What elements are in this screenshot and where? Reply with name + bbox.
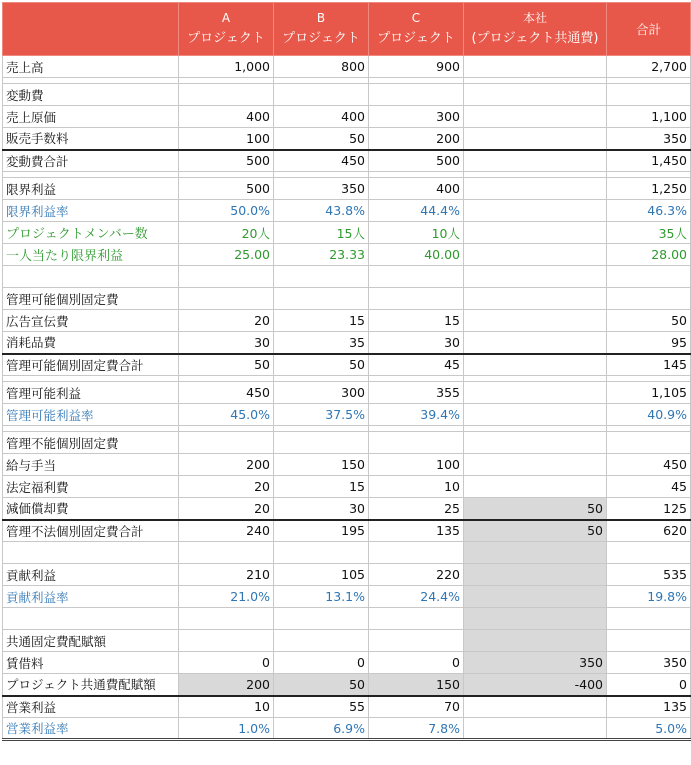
- cell-total[interactable]: 0: [607, 674, 691, 696]
- cell-total[interactable]: 5.0%: [607, 718, 691, 740]
- cell-c[interactable]: 45: [369, 354, 464, 376]
- row-contribution-profit-rate: [3, 586, 691, 608]
- cell-hq[interactable]: [464, 476, 607, 498]
- cell-hq[interactable]: [464, 354, 607, 376]
- cell-c[interactable]: 15: [369, 310, 464, 332]
- empty-row: [3, 608, 691, 630]
- cell-total[interactable]: 19.8%: [607, 586, 691, 608]
- cell-b[interactable]: 37.5%: [274, 404, 369, 426]
- row-label[interactable]: 賃借料: [3, 652, 179, 674]
- cell-b[interactable]: 150: [274, 454, 369, 476]
- cell-hq[interactable]: 50: [464, 520, 607, 542]
- header-project-a[interactable]: A プロジェクト: [179, 3, 274, 56]
- cell-b[interactable]: 0: [274, 652, 369, 674]
- cell-hq[interactable]: [464, 586, 607, 608]
- cell-hq[interactable]: [464, 718, 607, 740]
- cell-hq[interactable]: -400: [464, 674, 607, 696]
- cell-b[interactable]: 6.9%: [274, 718, 369, 740]
- cell-a[interactable]: 20: [179, 498, 274, 520]
- cell-a[interactable]: 450: [179, 382, 274, 404]
- cell-hq[interactable]: [464, 432, 607, 454]
- cell-hq[interactable]: [464, 696, 607, 718]
- row-controllable-fixed-cost-heading: [3, 288, 691, 310]
- cell-hq[interactable]: [464, 56, 607, 78]
- cell-hq[interactable]: [464, 382, 607, 404]
- cell-hq[interactable]: [464, 310, 607, 332]
- row-uncontrollable-fixed-cost-total: [3, 520, 691, 542]
- cell-c[interactable]: 24.4%: [369, 586, 464, 608]
- cell-hq[interactable]: [464, 106, 607, 128]
- row-label[interactable]: 法定福利費: [3, 476, 179, 498]
- row-label[interactable]: 管理不能個別固定費: [3, 432, 179, 454]
- cell-a[interactable]: 45.0%: [179, 404, 274, 426]
- cell-c[interactable]: 44.4%: [369, 200, 464, 222]
- row-label[interactable]: 限界利益: [3, 178, 179, 200]
- row-marginal-profit: [3, 178, 691, 200]
- row-label[interactable]: 一人当たり限界利益: [3, 244, 179, 266]
- cell-c[interactable]: 25: [369, 498, 464, 520]
- cell-hq[interactable]: [464, 564, 607, 586]
- cell-total[interactable]: 450: [607, 454, 691, 476]
- row-label[interactable]: 給与手当: [3, 454, 179, 476]
- row-cost-of-sales: [3, 106, 691, 128]
- row-common-cost-allocation: [3, 674, 691, 696]
- header-row: [3, 3, 691, 56]
- cell-total[interactable]: [607, 288, 691, 310]
- cell-b[interactable]: 300: [274, 382, 369, 404]
- row-label[interactable]: 変動費: [3, 84, 179, 106]
- row-sales: [3, 56, 691, 78]
- cell-b[interactable]: 30: [274, 498, 369, 520]
- cell-b[interactable]: 43.8%: [274, 200, 369, 222]
- cell-hq[interactable]: 350: [464, 652, 607, 674]
- row-welfare: [3, 476, 691, 498]
- cell-b[interactable]: 15: [274, 310, 369, 332]
- cell-hq[interactable]: [464, 178, 607, 200]
- empty-row: [3, 542, 691, 564]
- row-variable-cost-heading: [3, 84, 691, 106]
- cell-hq[interactable]: [464, 200, 607, 222]
- cell-hq[interactable]: [464, 630, 607, 652]
- row-label[interactable]: 共通固定費配賦額: [3, 630, 179, 652]
- cell-b[interactable]: 15人: [274, 222, 369, 244]
- row-operating-profit: [3, 696, 691, 718]
- cell-b[interactable]: [274, 288, 369, 310]
- row-marginal-profit-per-member: [3, 244, 691, 266]
- cell-total[interactable]: 620: [607, 520, 691, 542]
- cell-c[interactable]: 150: [369, 674, 464, 696]
- cell-c[interactable]: 900: [369, 56, 464, 78]
- row-sales-commission: [3, 128, 691, 150]
- cell-total[interactable]: 35人: [607, 222, 691, 244]
- cell-b[interactable]: 35: [274, 332, 369, 354]
- cell-c[interactable]: 7.8%: [369, 718, 464, 740]
- cell-a[interactable]: 10: [179, 696, 274, 718]
- profit-loss-table: [2, 2, 691, 741]
- cell-total[interactable]: 135: [607, 696, 691, 718]
- cell-a[interactable]: 240: [179, 520, 274, 542]
- cell-total[interactable]: 40.9%: [607, 404, 691, 426]
- cell-a[interactable]: 200: [179, 454, 274, 476]
- cell-a[interactable]: [179, 84, 274, 106]
- cell-a[interactable]: [179, 630, 274, 652]
- cell-total[interactable]: 1,100: [607, 106, 691, 128]
- row-supplies: [3, 332, 691, 354]
- row-label[interactable]: 管理可能個別固定費合計: [3, 354, 179, 376]
- cell-a[interactable]: 1,000: [179, 56, 274, 78]
- row-controllable-profit-rate: [3, 404, 691, 426]
- cell-b[interactable]: 13.1%: [274, 586, 369, 608]
- row-label[interactable]: 販売手数料: [3, 128, 179, 150]
- cell-hq[interactable]: [464, 404, 607, 426]
- row-variable-cost-total: [3, 150, 691, 172]
- row-label[interactable]: 減価償却費: [3, 498, 179, 520]
- row-label[interactable]: 管理可能利益: [3, 382, 179, 404]
- cell-a[interactable]: 1.0%: [179, 718, 274, 740]
- cell-total[interactable]: 350: [607, 652, 691, 674]
- cell-total[interactable]: 125: [607, 498, 691, 520]
- cell-a[interactable]: [179, 432, 274, 454]
- row-label[interactable]: 変動費合計: [3, 150, 179, 172]
- row-label[interactable]: 広告宣伝費: [3, 310, 179, 332]
- row-label[interactable]: プロジェクトメンバー数: [3, 222, 179, 244]
- row-rent: [3, 652, 691, 674]
- cell-hq[interactable]: [464, 150, 607, 172]
- header-hq-common[interactable]: 本社 (プロジェクト共通費): [464, 3, 607, 56]
- cell-b[interactable]: 50: [274, 128, 369, 150]
- cell-a[interactable]: 0: [179, 652, 274, 674]
- cell-c[interactable]: 355: [369, 382, 464, 404]
- cell-hq[interactable]: [464, 244, 607, 266]
- cell-c[interactable]: 30: [369, 332, 464, 354]
- cell-c[interactable]: 40.00: [369, 244, 464, 266]
- cell-c[interactable]: 200: [369, 128, 464, 150]
- header-project-b[interactable]: B プロジェクト: [274, 3, 369, 56]
- cell-total[interactable]: 535: [607, 564, 691, 586]
- cell-a[interactable]: 30: [179, 332, 274, 354]
- row-label[interactable]: 限界利益率: [3, 200, 179, 222]
- row-advertising: [3, 310, 691, 332]
- row-operating-profit-rate: [3, 718, 691, 740]
- cell-c[interactable]: [369, 630, 464, 652]
- cell-c[interactable]: 100: [369, 454, 464, 476]
- cell-b[interactable]: 50: [274, 354, 369, 376]
- cell-a[interactable]: 50.0%: [179, 200, 274, 222]
- cell-b[interactable]: 400: [274, 106, 369, 128]
- row-label[interactable]: 貢献利益率: [3, 586, 179, 608]
- row-label[interactable]: 管理可能個別固定費: [3, 288, 179, 310]
- cell-b[interactable]: 50: [274, 674, 369, 696]
- row-label[interactable]: 消耗品費: [3, 332, 179, 354]
- cell-b[interactable]: 105: [274, 564, 369, 586]
- cell-c[interactable]: [369, 432, 464, 454]
- row-label[interactable]: 売上高: [3, 56, 179, 78]
- row-salaries: [3, 454, 691, 476]
- cell-c[interactable]: 10: [369, 476, 464, 498]
- cell-b[interactable]: [274, 630, 369, 652]
- cell-b[interactable]: 450: [274, 150, 369, 172]
- cell-total[interactable]: 1,450: [607, 150, 691, 172]
- cell-total[interactable]: 28.00: [607, 244, 691, 266]
- cell-hq[interactable]: [464, 128, 607, 150]
- row-common-fixed-cost-heading: [3, 630, 691, 652]
- cell-total[interactable]: 46.3%: [607, 200, 691, 222]
- cell-a[interactable]: 210: [179, 564, 274, 586]
- cell-total[interactable]: [607, 84, 691, 106]
- cell-b[interactable]: 350: [274, 178, 369, 200]
- cell-b[interactable]: 23.33: [274, 244, 369, 266]
- empty-row: [3, 266, 691, 288]
- cell-a[interactable]: 500: [179, 150, 274, 172]
- row-label[interactable]: 売上原価: [3, 106, 179, 128]
- cell-c[interactable]: 39.4%: [369, 404, 464, 426]
- header-total[interactable]: 合計: [607, 3, 691, 56]
- cell-hq[interactable]: [464, 222, 607, 244]
- cell-hq[interactable]: [464, 288, 607, 310]
- header-project-c[interactable]: C プロジェクト: [369, 3, 464, 56]
- cell-c[interactable]: 500: [369, 150, 464, 172]
- cell-a[interactable]: 20: [179, 476, 274, 498]
- row-marginal-profit-rate: [3, 200, 691, 222]
- row-label[interactable]: 営業利益: [3, 696, 179, 718]
- row-controllable-profit: [3, 382, 691, 404]
- cell-b[interactable]: 195: [274, 520, 369, 542]
- row-contribution-profit: [3, 564, 691, 586]
- cell-hq[interactable]: 50: [464, 498, 607, 520]
- cell-a[interactable]: 400: [179, 106, 274, 128]
- cell-hq[interactable]: [464, 332, 607, 354]
- cell-b[interactable]: [274, 84, 369, 106]
- cell-c[interactable]: 10人: [369, 222, 464, 244]
- cell-total[interactable]: [607, 630, 691, 652]
- row-uncontrollable-fixed-cost-heading: [3, 432, 691, 454]
- cell-c[interactable]: 70: [369, 696, 464, 718]
- row-label[interactable]: 管理可能利益率: [3, 404, 179, 426]
- cell-c[interactable]: [369, 84, 464, 106]
- cell-c[interactable]: [369, 288, 464, 310]
- cell-b[interactable]: 55: [274, 696, 369, 718]
- row-label[interactable]: 営業利益率: [3, 718, 179, 740]
- cell-total[interactable]: 1,250: [607, 178, 691, 200]
- header-corner-cell[interactable]: [3, 3, 179, 56]
- cell-c[interactable]: 220: [369, 564, 464, 586]
- row-label[interactable]: 管理不法個別固定費合計: [3, 520, 179, 542]
- cell-total[interactable]: 2,700: [607, 56, 691, 78]
- row-controllable-fixed-cost-total: [3, 354, 691, 376]
- cell-c[interactable]: 135: [369, 520, 464, 542]
- cell-a[interactable]: 25.00: [179, 244, 274, 266]
- cell-hq[interactable]: [464, 84, 607, 106]
- cell-a[interactable]: 50: [179, 354, 274, 376]
- cell-c[interactable]: 300: [369, 106, 464, 128]
- cell-b[interactable]: 800: [274, 56, 369, 78]
- cell-hq[interactable]: [464, 454, 607, 476]
- cell-a[interactable]: 500: [179, 178, 274, 200]
- cell-total[interactable]: 95: [607, 332, 691, 354]
- cell-a[interactable]: 21.0%: [179, 586, 274, 608]
- cell-a[interactable]: 20: [179, 310, 274, 332]
- cell-a[interactable]: 100: [179, 128, 274, 150]
- row-depreciation: [3, 498, 691, 520]
- row-project-members: [3, 222, 691, 244]
- cell-a[interactable]: 200: [179, 674, 274, 696]
- cell-total[interactable]: [607, 432, 691, 454]
- cell-total[interactable]: 1,105: [607, 382, 691, 404]
- cell-total[interactable]: 50: [607, 310, 691, 332]
- cell-a[interactable]: [179, 288, 274, 310]
- cell-a[interactable]: 20人: [179, 222, 274, 244]
- row-label[interactable]: 貢献利益: [3, 564, 179, 586]
- cell-b[interactable]: 15: [274, 476, 369, 498]
- cell-total[interactable]: 45: [607, 476, 691, 498]
- cell-total[interactable]: 350: [607, 128, 691, 150]
- cell-c[interactable]: 0: [369, 652, 464, 674]
- cell-total[interactable]: 145: [607, 354, 691, 376]
- cell-b[interactable]: [274, 432, 369, 454]
- cell-c[interactable]: 400: [369, 178, 464, 200]
- row-label[interactable]: プロジェクト共通費配賦額: [3, 674, 179, 696]
